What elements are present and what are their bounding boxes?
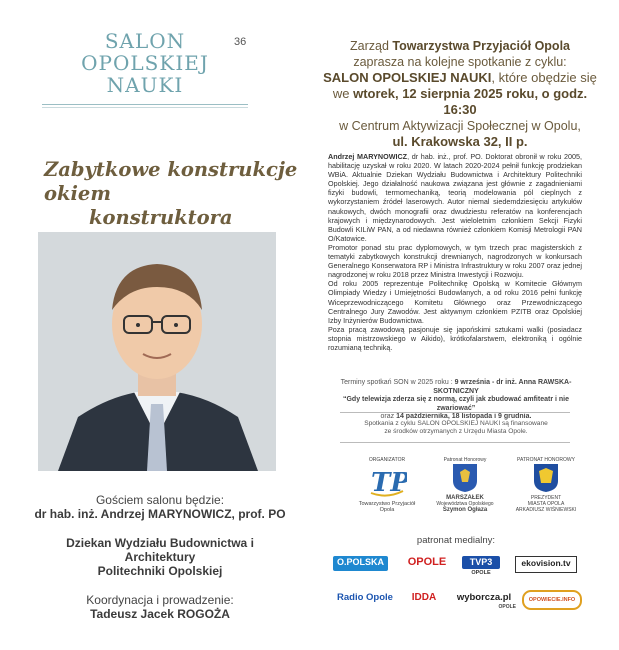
organizer-logo bbox=[357, 457, 417, 513]
speaker-bio bbox=[328, 152, 582, 352]
invite-text: zaprasza na kolejne spotkanie z cyklu: bbox=[353, 55, 567, 69]
bio-paragraph-2: Promotor ponad stu prac dyplomowych, w tym trzech prac magisterskich z tematyki zabytkowych konstrukcji drewnianych, nagrodzonych w konkursach Generalnego Konserwatora RP i Ministra Infrastruktury w roku 2007 oraz jednej nagrodzonej w roku 2018 przez Ministra Inwestycji i Rozwoju. bbox=[328, 242, 582, 280]
honorary-sub: Województwa Opolskiego bbox=[436, 501, 494, 507]
speaker-portrait-icon bbox=[38, 232, 276, 471]
marshal-logo bbox=[430, 457, 500, 513]
organizer-name: Towarzystwa Przyjaciół Opola bbox=[392, 39, 570, 53]
logo-underline bbox=[42, 104, 248, 105]
guest-info bbox=[30, 493, 290, 621]
schedule-text: Terminy spotkań SON w 2025 roku : bbox=[340, 379, 455, 386]
invite-text: Zarząd bbox=[350, 39, 393, 53]
mayor-logo bbox=[510, 457, 582, 513]
tvp3-logo: TVP3 bbox=[462, 556, 500, 569]
bio-paragraph-3: Od roku 2005 reprezentuje Politechnikę Opolską w Komitecie Głównym Olimpiady Wiedzy i Umiejętności Budowlanych, a od roku 2016 pełni funkcję Wiceprzewodniczącego Komitetu Głównego oraz Przewodniczącego Centralnego Jury Zawodów. Jest aktywnym członkiem PZITB oraz Opolskiej Izby Inżynierów Budownictwa. bbox=[328, 279, 582, 325]
tpo-logo-icon bbox=[367, 463, 407, 499]
speaker-photo bbox=[38, 232, 276, 471]
city-crest-icon bbox=[533, 463, 559, 493]
logo-line-2: OPOLSKIEJ bbox=[81, 51, 209, 75]
svg-text:TP: TP bbox=[371, 468, 407, 498]
invite-text: , które obędzie się bbox=[491, 70, 597, 85]
logo-line-3: NAUKI bbox=[106, 73, 184, 97]
organizer-name: Towarzystwo Przyjaciół Opola bbox=[358, 501, 416, 513]
bio-paragraph-4: Poza pracą zawodową pasjonuje się japońskimi sztukami walki (posiadacz stopnia mistrzowskiego w Aikido), krótkofalarstwem, elektroniką i ogólnie rozumianą techniką. bbox=[328, 324, 582, 352]
divider bbox=[340, 442, 570, 443]
wyborcza-logo: wyborcza.pl bbox=[456, 592, 512, 603]
event-address: ul. Krakowska 32, II p. bbox=[392, 134, 528, 149]
coordination-label: Koordynacja i prowadzenie: bbox=[86, 593, 234, 607]
series-name: SALON OPOLSKIEJ NAUKI bbox=[323, 70, 492, 85]
honorary-title: MARSZAŁEK bbox=[446, 495, 484, 501]
ekovision-logo: ekovision.tv bbox=[515, 556, 577, 573]
radio-opole-logo: OPOLE bbox=[407, 556, 447, 568]
funding-line-2: ze środków otrzymanych z Urzędu Miasta Opole. bbox=[384, 428, 528, 435]
second-title: PREZYDENT bbox=[530, 495, 562, 501]
next-meeting: 9 września - dr inż. Anna RAWSKA-SKOTNICZNY bbox=[433, 379, 572, 395]
divider bbox=[340, 412, 570, 413]
event-venue: w Centrum Aktywizacji Społecznej w Opolu, bbox=[339, 119, 581, 133]
second-name: ARKADIUSZ WIŚNIEWSKI bbox=[515, 507, 577, 513]
honorary-name: Szymon Ogłaza bbox=[442, 507, 488, 513]
tvp3-caption: OPOLE bbox=[471, 570, 491, 576]
bio-name: Andrzej MARYNOWICZ bbox=[328, 152, 408, 161]
eagle-crest-icon bbox=[452, 463, 478, 493]
lecture-title bbox=[44, 158, 344, 230]
second-sub: MIASTA OPOLA bbox=[527, 501, 565, 507]
meeting-schedule bbox=[325, 379, 587, 422]
issue-number: 36 bbox=[234, 36, 247, 48]
logo-underline-2 bbox=[42, 107, 248, 108]
funding-note bbox=[325, 420, 587, 436]
guest-intro: Gościem salonu będzie: bbox=[95, 493, 225, 507]
guest-name: dr hab. inż. Andrzej MARYNOWICZ, prof. PO bbox=[34, 507, 286, 521]
schedule-text: oraz bbox=[380, 413, 397, 421]
second-label: PATRONAT HONOROWY bbox=[517, 457, 575, 463]
invite-text: we bbox=[332, 86, 354, 101]
opowiecie-logo: OPOWIECIE.INFO bbox=[522, 590, 582, 610]
honorary-label: Patronat Honorowy bbox=[443, 457, 487, 463]
invitation bbox=[315, 38, 605, 150]
media-patrons-title: patronat medialny: bbox=[416, 535, 496, 546]
next-meeting-title: “Gdy telewizja zderza się z normą, czyli jak zbudować amfiteatr i nie zwariować” bbox=[342, 396, 570, 412]
guest-role-line-1: Dziekan Wydziału Budownictwa i Architektury bbox=[66, 536, 254, 564]
later-dates: 14 października, 18 listopada i 9 grudnia. bbox=[396, 413, 532, 421]
opolska-logo: O.POLSKA bbox=[333, 556, 388, 571]
idda-logo: IDDA bbox=[411, 592, 437, 603]
guest-role-line-2: Politechniki Opolskiej bbox=[97, 564, 223, 578]
title-line-1: Zabytkowe konstrukcje okiem bbox=[44, 158, 298, 205]
event-date: wtorek, 12 sierpnia 2025 roku, o godz. 16:30 bbox=[353, 86, 588, 117]
salon-logo bbox=[40, 30, 250, 110]
bio-paragraph-1: , dr hab. inż., prof. PO. Doktorat obronił w roku 2005, habilitację uzyskał w roku 2020. W latach 2020-2024 pełnił funkcję prodziekan WBiA. Aktualnie Dziekan Wydziału Budownictwa i Architektury Politechniki Opolskiej. Jego działalność naukowa związana jest głównie z zagadnieniami fizyki budowli, termomechaniką, teorią modelowania pól cieplnych z wykorzystaniem źródeł laserowych. Autor niemal siedemdziesięciu artykułów naukowych, dwóch monografii oraz dwudziestu referatów na konferencjach krajowych i międzynarodowych. Jest wieloletnim członkiem Sekcji Fizyki Budowli KILiW PAN, a od niedawna również członkiem Komisji Metrologii PAN O/Katowice. bbox=[328, 152, 582, 243]
organizer-label: ORGANIZATOR bbox=[368, 457, 406, 463]
radio-opole-logo-2: Radio Opole bbox=[337, 592, 393, 603]
logo-line-1: SALON bbox=[104, 29, 186, 53]
wyborcza-caption: OPOLE bbox=[498, 604, 516, 610]
coordinator-name: Tadeusz Jacek ROGOŻA bbox=[90, 607, 230, 621]
funding-line-1: Spotkania z cyklu SALON OPOLSKIEJ NAUKI są finansowane bbox=[364, 420, 548, 427]
title-line-2: konstruktora bbox=[89, 206, 233, 229]
patron-logos bbox=[325, 457, 587, 527]
